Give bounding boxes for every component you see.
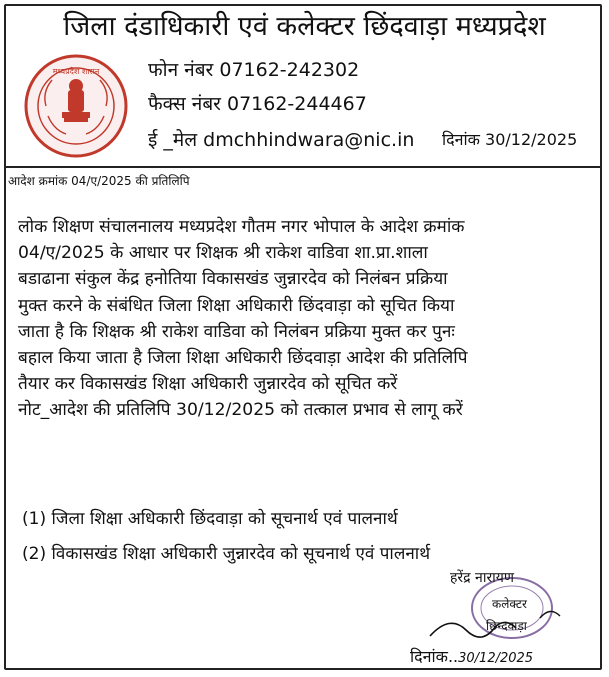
phone-number: फोन नंबर 07162-242302 bbox=[148, 59, 360, 81]
svg-text:हरेंद्र नारायण: हरेंद्र नारायण bbox=[450, 570, 515, 586]
order-body bbox=[18, 214, 598, 424]
header-divider bbox=[4, 166, 602, 168]
email-address: ई _मेल dmchhindwara@nic.in bbox=[148, 129, 415, 151]
copy-item-1: (1) जिला शिक्षा अधिकारी छिंदवाड़ा को सूचनार्थ एवं पालनार्थ bbox=[22, 509, 398, 529]
svg-text:कलेक्टर: कलेक्टर bbox=[492, 597, 527, 611]
collector-seal-signature bbox=[420, 566, 580, 642]
body-line: तैयार कर विकासखंड शिक्षा अधिकारी जुन्नारदेव को सूचित करें bbox=[18, 374, 398, 395]
body-line: बडाढाना संकुल केंद्र हनोतिया विकासखंड जुन्नारदेव को निलंबन प्रक्रिया bbox=[18, 269, 448, 290]
body-line: जाता है कि शिक्षक श्री राकेश वाडिवा को निलंबन प्रक्रिया मुक्त कर पुनः bbox=[18, 321, 455, 342]
fax-number: फैक्स नंबर 07162-244467 bbox=[148, 93, 367, 115]
body-line: बहाल किया जाता है जिला शिक्षा अधिकारी छिंदवाड़ा आदेश की प्रतिलिपि bbox=[18, 348, 468, 369]
mp-emblem-icon bbox=[24, 54, 128, 158]
body-line: लोक शिक्षण संचालनालय मध्यप्रदेश गौतम नगर भोपाल के आदेश क्रमांक bbox=[18, 217, 465, 237]
body-line: मुक्त करने के संबंधित जिला शिक्षा अधिकारी छिंदवाड़ा को सूचित किया bbox=[18, 295, 455, 316]
signature-date: दिनांक..30/12/2025 bbox=[410, 647, 534, 666]
svg-text:मध्यप्रदेश शासन: मध्यप्रदेश शासन bbox=[52, 67, 100, 76]
signature-date-value: 30/12/2025 bbox=[458, 651, 534, 666]
order-number: आदेश क्रमांक 04/ए/2025 की प्रतिलिपि bbox=[8, 174, 190, 188]
body-line: नोट_आदेश की प्रतिलिपि 30/12/2025 को तत्काल प्रभाव से लागू करें bbox=[18, 400, 463, 421]
copy-item-2: (2) विकासखंड शिक्षा अधिकारी जुन्नारदेव को सूचनार्थ एवं पालनार्थ bbox=[22, 544, 431, 564]
svg-text:छिन्दवाड़ा: छिन्दवाड़ा bbox=[486, 619, 527, 633]
header-date: दिनांक 30/12/2025 bbox=[442, 130, 578, 149]
body-line: 04/ए/2025 के आधार पर शिक्षक श्री राकेश वाडिवा शा.प्रा.शाला bbox=[18, 243, 428, 264]
signature-date-label: दिनांक bbox=[410, 647, 448, 666]
document-title: जिला दंडाधिकारी एवं कलेक्टर छिंदवाड़ा मध्यप्रदेश bbox=[63, 11, 546, 42]
